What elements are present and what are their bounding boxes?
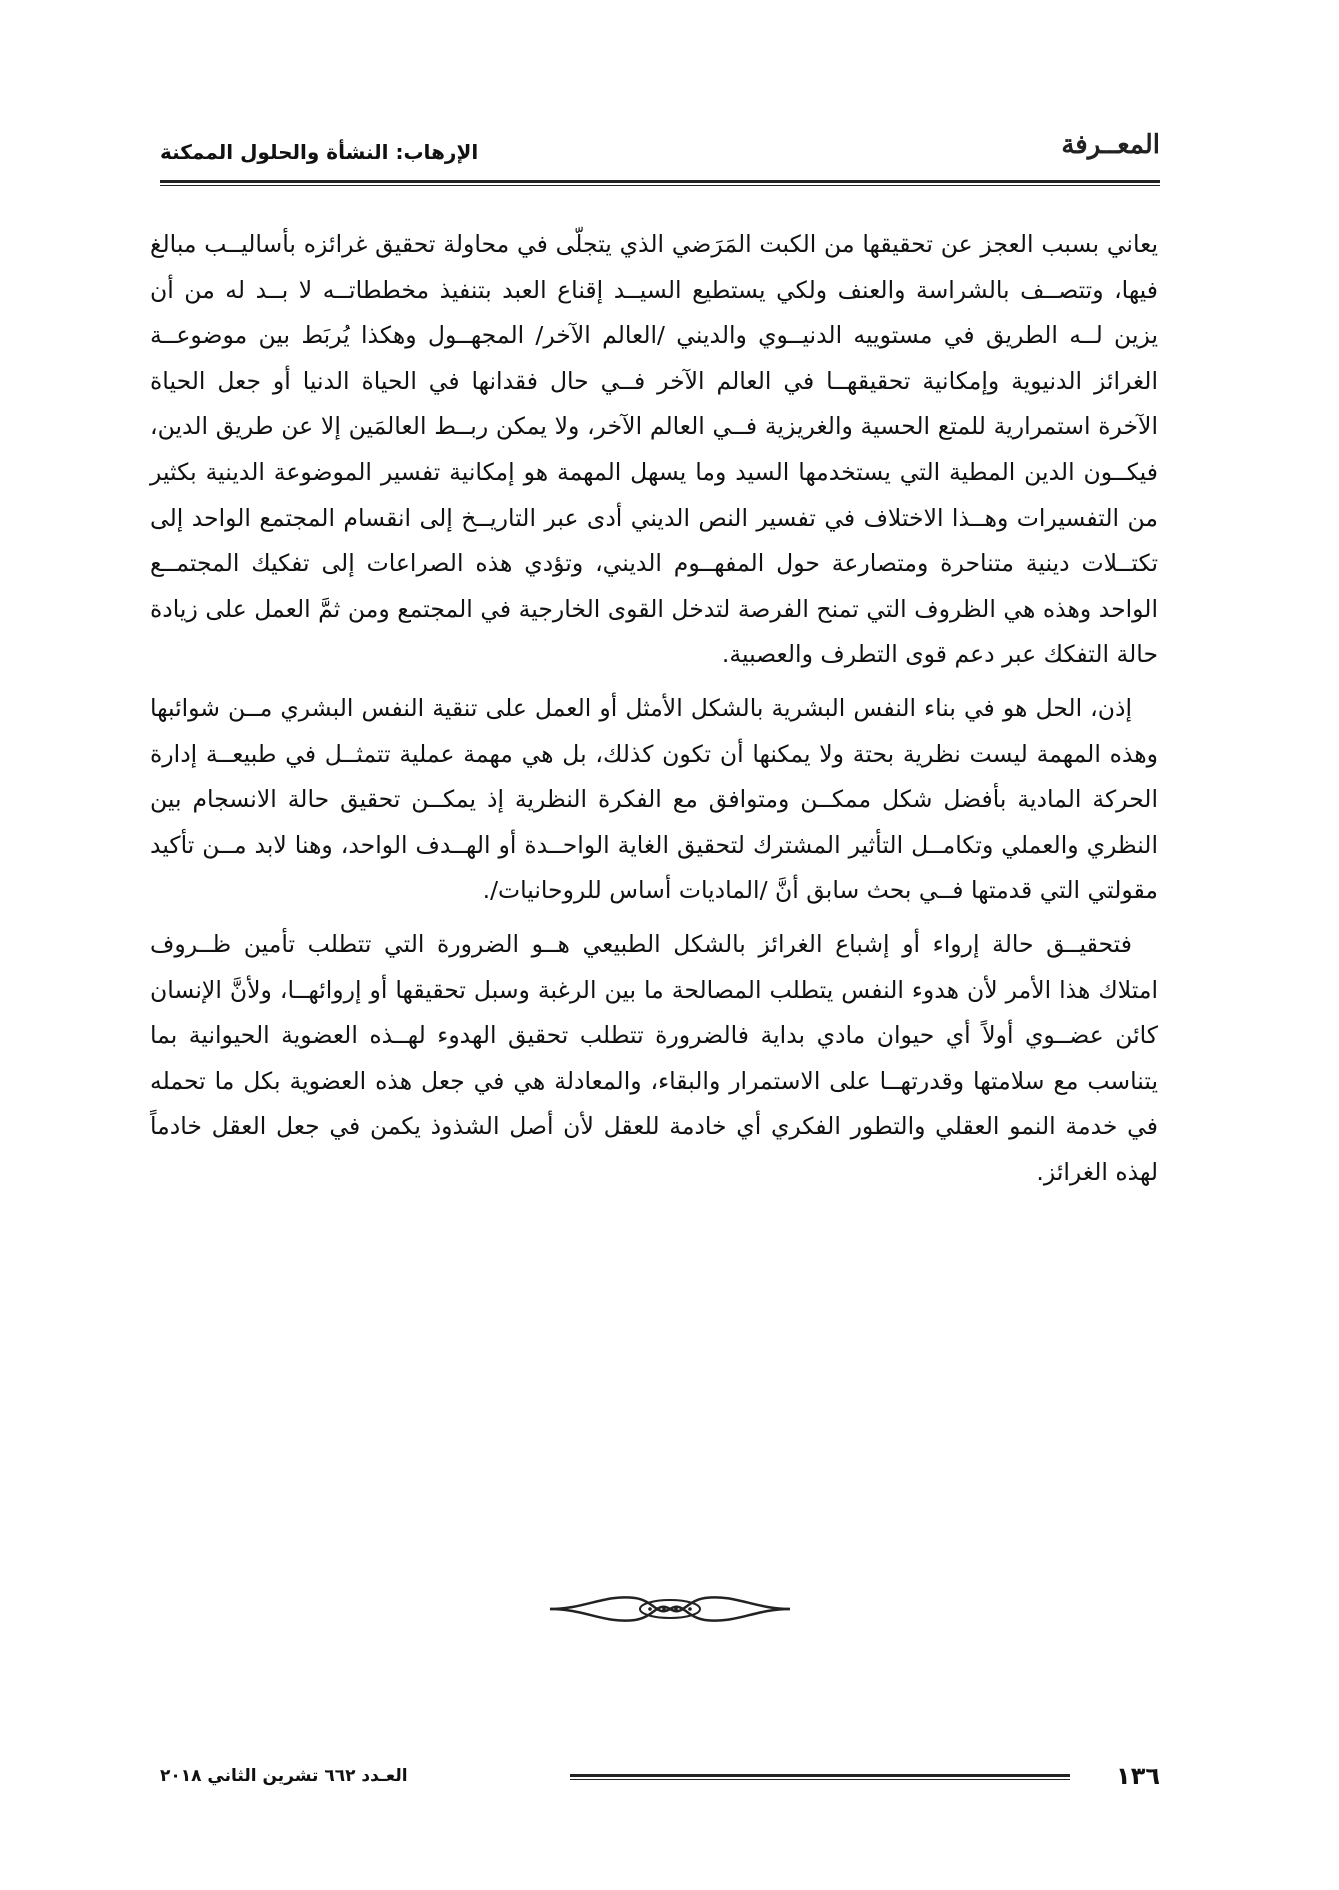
footer-rule: [570, 1774, 1070, 1780]
journal-logo: المعــرفة: [1061, 130, 1160, 160]
issue-info: العـدد ٦٦٢ تشرين الثاني ٢٠١٨: [160, 1766, 408, 1786]
paragraph: فتحقيــق حالة إرواء أو إشباع الغرائز بالشكل الطبيعي هــو الضرورة التي تتطلب تأمين ظــروف امتلاك هذا الأمر لأن هدوء النفس يتطلب المصالحة ما بين الرغبة وسبل تحقيقها أو إروائهــا، ولأنَّ الإنسان كائن عضــوي أولاً أي حيوان مادي بداية فالضرورة تتطلب تحقيق الهدوء لهــذه العضوية الحيوانية بما يتناسب مع سلامتها وقدرتهــا على الاستمرار والبقاء، والمعادلة هي في جعل هذه العضوية بكل ما تحمله في خدمة النمو العقلي والتطور الفكري أي خادمة للعقل لأن أصل الشذوذ يكمن في جعل العقل خادماً لهذه الغرائز.: [150, 929, 1158, 1186]
ornament-divider-icon: [545, 1584, 795, 1634]
paragraph: إذن، الحل هو في بناء النفس البشرية بالشكل الأمثل أو العمل على تنقية النفس البشري مــن شوائبها وهذه المهمة ليست نظرية بحتة ولا يمكنها أن تكون كذلك، بل هي مهمة عملية تتمثــل في طبيعــة إدارة الحركة المادية بأفضل شكل ممكــن ومتوافق مع الفكرة النظرية إذ يمكــن تحقيق حالة الانسجام بين النظري والعملي وتكامــل التأثير المشترك لتحقيق الغاية الواحــدة أو الهــدف الواحد، وهنا لابد مــن تأكيد مقولتي التي قدمتها فــي بحث سابق أنَّ /الماديات أساس للروحانيات/.: [150, 693, 1158, 905]
page-footer: [160, 1762, 1160, 1802]
page-number: ١٣٦: [1116, 1762, 1160, 1790]
paragraph: يعاني بسبب العجز عن تحقيقها من الكبت المَرَضي الذي يتجلّى في محاولة تحقيق غرائزه بأساليــب مبالغ فيها، وتتصــف بالشراسة والعنف ولكي يستطيع السيــد إقناع العبد بتنفيذ مخططاتــه لا بــد له من أن يزين لــه الطريق في مستوييه الدنيــوي والديني /العالم الآخر/ المجهــول وهكذا يُربَط بين موضوعــة الغرائز الدنيوية وإمكانية تحقيقهــا في العالم الآخر فــي حال فقدانها في الحياة الدنيا أو جعل الحياة الآخرة استمرارية للمتع الحسية والغريزية فــي العالم الآخر، ولا يمكن ربــط العالمَين إلا عن طريق الدين، فيكــون الدين المطية التي يستخدمها السيد وما يسهل المهمة هو إمكانية تفسير الموضوعة الدينية بكثير من التفسيرات وهــذا الاختلاف في تفسير النص الديني أدى عبر التاريــخ إلى انقسام المجتمع الواحد إلى تكتــلات دينية متناحرة ومتصارعة حول المفهــوم الديني، وتؤدي هذه الصراعات إلى تفكيك المجتمــع الواحد وهذه هي الظروف التي تمنح الفرصة لتدخل القوى الخارجية في المجتمع ومن ثمَّ العمل على زيادة حالة التفكك عبر دعم قوى التطرف والعصبية.: [150, 230, 1158, 669]
running-title: الإرهاب: النشأة والحلول الممكنة: [160, 140, 479, 164]
article-body: [150, 222, 1158, 1195]
page-header: [160, 128, 1160, 172]
header-rule: [160, 180, 1160, 186]
